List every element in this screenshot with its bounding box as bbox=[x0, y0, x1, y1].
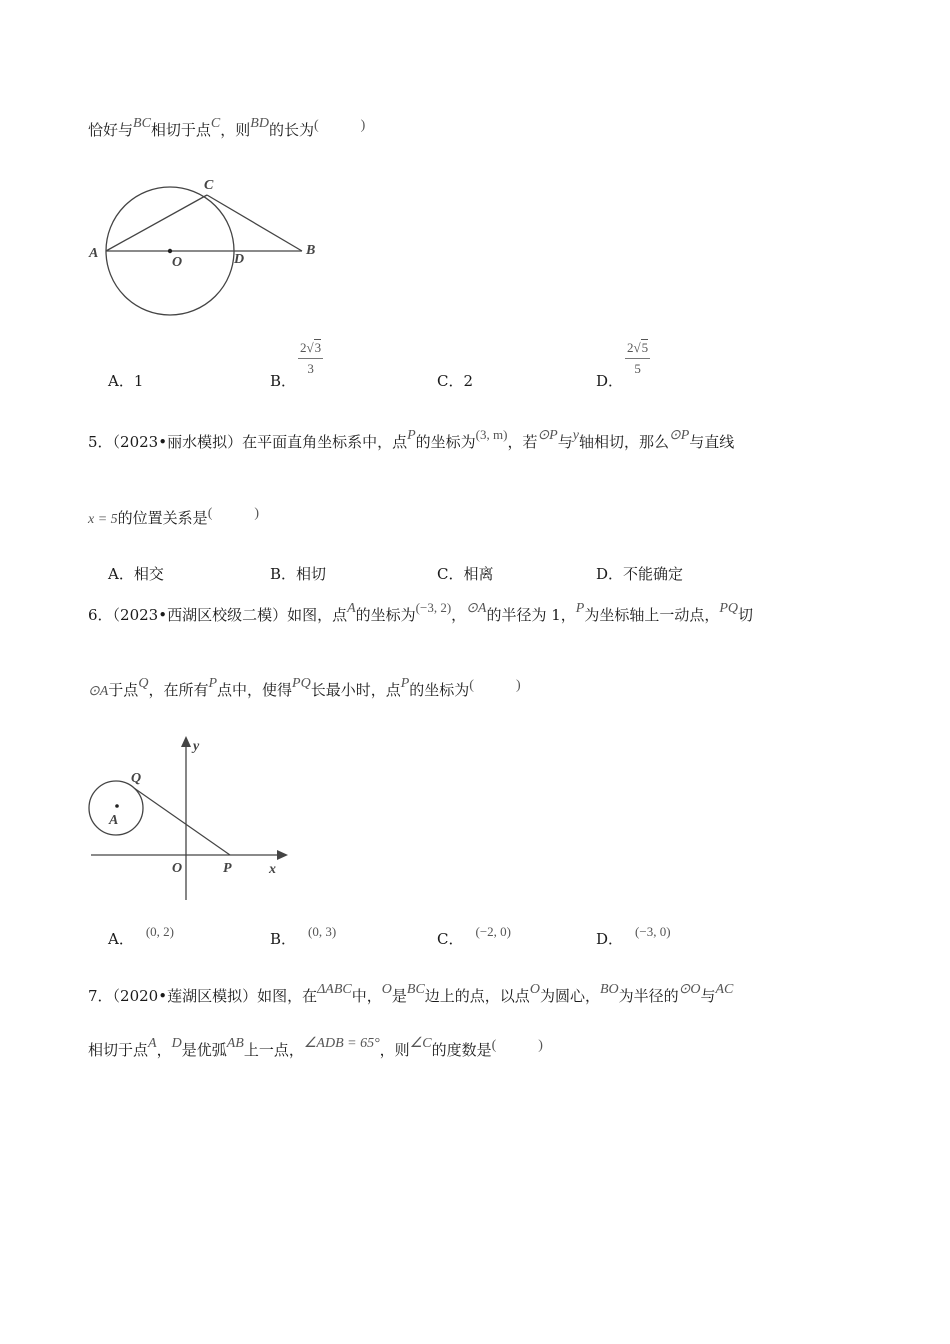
q5-stem-line-2: x = 5的位置关系是( ) bbox=[88, 506, 260, 527]
q4-label-B: B bbox=[306, 243, 316, 258]
q6-tangent-PQ bbox=[134, 788, 230, 855]
q4-option-b-fraction: $\frac{2√3}{3}$ bbox=[300, 340, 322, 376]
q4-center-dot bbox=[168, 249, 172, 253]
q4-figure bbox=[80, 170, 330, 320]
q4-option-a[interactable]: A．1 bbox=[108, 372, 144, 390]
q4-option-b[interactable]: B． bbox=[270, 372, 297, 390]
q4-option-d-fraction: $\frac{2√5}{5}$ bbox=[627, 340, 649, 376]
q6-label-x: x bbox=[269, 862, 276, 877]
q6-y-axis-arrow bbox=[181, 736, 191, 747]
q6-label-y: y bbox=[193, 739, 200, 754]
q5-option-d[interactable]: D．不能确定 bbox=[596, 565, 684, 583]
q6-option-d[interactable]: D． (−3, 0) bbox=[596, 924, 671, 948]
q4-segment-AC bbox=[106, 195, 207, 251]
q4-segment-CB bbox=[207, 195, 302, 251]
q6-stem-line-1: 6．（2023•西湖区校级二模）如图，点A的坐标为(−3, 2)，⊙A的半径为 1，P为坐标轴上一动点，PQ切 bbox=[88, 600, 754, 624]
q6-label-Q: Q bbox=[131, 771, 142, 786]
q5-stem-line-1: 5．（2023•丽水模拟）在平面直角坐标系中，点P的坐标为(3, m)，若⊙P与y轴相切，那么⊙P与直线 bbox=[88, 427, 735, 451]
q6-x-axis-arrow bbox=[277, 850, 288, 860]
q7-stem-line-2: 相切于点A，D是优弧AB上一点，∠ADB = 65°，则∠C的度数是( ) bbox=[88, 1036, 543, 1059]
q4-stem-line: 恰好与BC相切于点C，则BD的长为( ) bbox=[88, 116, 366, 139]
q6-option-c[interactable]: C． (−2, 0) bbox=[437, 924, 511, 948]
q4-label-O: O bbox=[172, 255, 183, 270]
q6-stem-line-2: ⊙A于点Q，在所有P点中，使得PQ长最小时，点P的坐标为( ) bbox=[88, 676, 521, 699]
q6-label-P: P bbox=[223, 861, 232, 876]
q4-label-C: C bbox=[204, 178, 214, 193]
q6-option-a[interactable]: A． (0, 2) bbox=[108, 924, 175, 948]
q7-stem-line-1: 7．（2020•莲湖区模拟）如图，在ΔABC中，O是BC边上的点，以点O为圆心，BO为半径的⊙O与AC bbox=[88, 982, 734, 1005]
q6-label-A: A bbox=[109, 813, 119, 828]
q4-label-A: A bbox=[89, 246, 99, 261]
q4-option-d[interactable]: D． bbox=[596, 372, 624, 390]
q5-option-b[interactable]: B．相切 bbox=[270, 565, 327, 583]
q6-center-dot bbox=[115, 804, 119, 808]
q4-option-c[interactable]: C．2 bbox=[437, 372, 474, 390]
q6-figure bbox=[85, 730, 300, 905]
q5-option-a[interactable]: A．相交 bbox=[108, 565, 164, 583]
q5-option-c[interactable]: C．相离 bbox=[437, 565, 494, 583]
q4-label-D: D bbox=[234, 252, 245, 267]
q6-option-b[interactable]: B． (0, 3) bbox=[270, 924, 337, 948]
q6-label-O: O bbox=[172, 861, 183, 876]
